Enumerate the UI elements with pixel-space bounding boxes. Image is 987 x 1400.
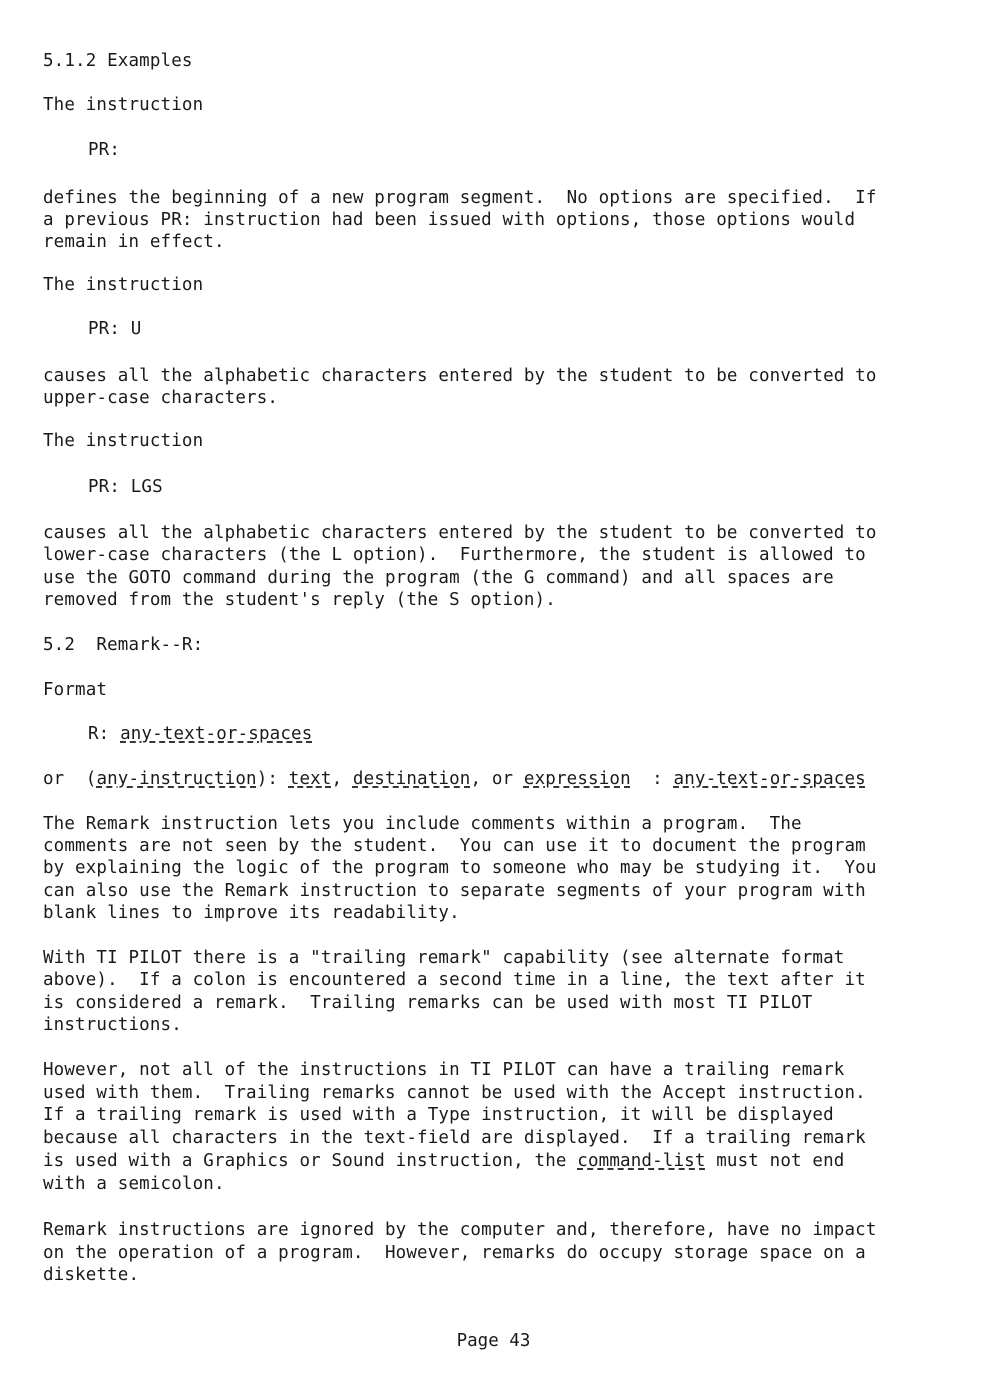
paragraph-3-text: must not end	[705, 1151, 845, 1171]
section-heading-5-2: 5.2 Remark--R:	[43, 635, 204, 655]
example-1-code: PR:	[88, 140, 121, 160]
format-sep: ,	[331, 769, 353, 789]
paragraph-4-line: on the operation of a program. However, remarks do occupy storage space on a	[43, 1243, 866, 1263]
format-arg: any-text-or-spaces	[673, 769, 866, 789]
example-2-intro: The instruction	[43, 275, 204, 295]
paragraph-3-line: used with them. Trailing remarks cannot be used with the Accept instruction.	[43, 1083, 866, 1103]
paragraph-2-line: is considered a remark. Trailing remarks can be used with most TI PILOT	[43, 993, 813, 1013]
paragraph-2-line: instructions.	[43, 1015, 182, 1035]
paragraph-1-line: The Remark instruction lets you include comments within a program. The	[43, 814, 802, 834]
example-1-desc-line: remain in effect.	[43, 232, 225, 252]
example-3-desc-line: lower-case characters (the L option). Furthermore, the student is allowed to	[43, 545, 866, 565]
format-sep: , or	[470, 769, 524, 789]
format-prefix: R:	[88, 724, 121, 744]
example-3-code: PR: LGS	[88, 477, 163, 497]
example-3-intro: The instruction	[43, 431, 204, 451]
page-number: Page 43	[456, 1331, 531, 1351]
example-3-desc-line: causes all the alphabetic characters entered by the student to be converted to	[43, 523, 877, 543]
paragraph-3-text: is used with a Graphics or Sound instruction, the	[43, 1151, 578, 1171]
format-line-1	[88, 723, 312, 745]
example-1-desc-line: a previous PR: instruction had been issued with options, those options would	[43, 210, 856, 230]
paragraph-4-line: Remark instructions are ignored by the computer and, therefore, have no impact	[43, 1220, 877, 1240]
format-arg: any-instruction	[96, 769, 257, 789]
format-label: Format	[43, 680, 108, 700]
paragraph-3-line: However, not all of the instructions in TI PILOT can have a trailing remark	[43, 1060, 845, 1080]
format-sep: :	[630, 769, 674, 789]
paragraph-3-line	[43, 1150, 844, 1172]
format-sep: ):	[256, 769, 289, 789]
example-3-desc-line: use the GOTO command during the program (the G command) and all spaces are	[43, 568, 834, 588]
command-list-term: command-list	[577, 1151, 706, 1171]
paragraph-4-line: diskette.	[43, 1265, 140, 1285]
paragraph-2-line: above). If a colon is encountered a second time in a line, the text after it	[43, 970, 866, 990]
example-1-desc-line: defines the beginning of a new program segment. No options are specified. If	[43, 188, 877, 208]
format-line-2	[43, 768, 866, 790]
paragraph-3-line: because all characters in the text-field are displayed. If a trailing remark	[43, 1128, 866, 1148]
paragraph-1-line: can also use the Remark instruction to separate segments of your program with	[43, 881, 866, 901]
example-2-desc-line: upper-case characters.	[43, 388, 279, 408]
paragraph-3-line: If a trailing remark is used with a Type instruction, it will be displayed	[43, 1105, 834, 1125]
example-2-desc-line: causes all the alphabetic characters entered by the student to be converted to	[43, 366, 877, 386]
format-or: or (	[43, 769, 97, 789]
example-3-desc-line: removed from the student's reply (the S option).	[43, 590, 556, 610]
paragraph-1-line: blank lines to improve its readability.	[43, 903, 460, 923]
format-arg: destination	[352, 769, 471, 789]
paragraph-3-line: with a semicolon.	[43, 1174, 225, 1194]
format-arg: any-text-or-spaces	[120, 724, 313, 744]
paragraph-2-line: With TI PILOT there is a "trailing remark" capability (see alternate format	[43, 948, 845, 968]
example-1-intro: The instruction	[43, 95, 204, 115]
format-arg: expression	[523, 769, 631, 789]
section-heading-5-1-2: 5.1.2 Examples	[43, 51, 193, 71]
paragraph-1-line: by explaining the logic of the program to someone who may be studying it. You	[43, 858, 877, 878]
example-2-code: PR: U	[88, 319, 142, 339]
format-arg: text	[288, 769, 332, 789]
paragraph-1-line: comments are not seen by the student. You can use it to document the program	[43, 836, 866, 856]
